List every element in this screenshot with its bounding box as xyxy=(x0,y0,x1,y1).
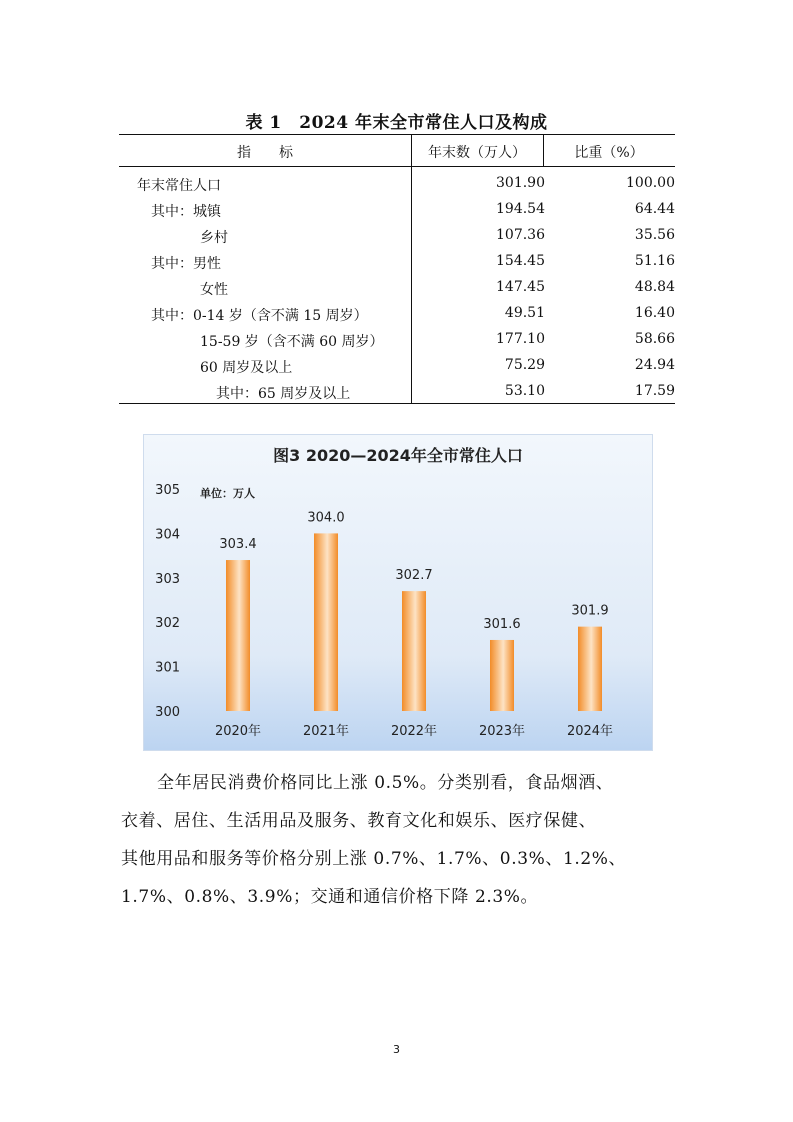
row-label: 其中：城镇 xyxy=(151,204,221,220)
row-share: 64.44 xyxy=(634,201,675,217)
row-share: 35.56 xyxy=(634,227,675,243)
header-indicator: 指 标 xyxy=(237,145,293,161)
row-label: 女性 xyxy=(200,282,228,298)
row-share: 51.16 xyxy=(634,253,675,269)
x-axis xyxy=(215,723,613,739)
y-tick-label: 304 xyxy=(155,527,180,543)
table-top-rule xyxy=(119,134,675,135)
y-axis xyxy=(155,483,180,720)
table-title: 表 1 2024 年末全市常住人口及构成 xyxy=(245,113,548,133)
row-count: 177.10 xyxy=(496,331,545,347)
row-label: 乡村 xyxy=(200,230,228,246)
table-row xyxy=(119,249,675,275)
row-share: 58.66 xyxy=(634,331,675,347)
y-tick-label: 300 xyxy=(155,705,180,720)
bar-2024年 xyxy=(578,627,602,711)
x-tick-label: 2024年 xyxy=(566,724,614,739)
y-tick-label: 302 xyxy=(155,616,180,632)
table-row xyxy=(119,379,675,405)
table-row xyxy=(119,197,675,223)
chart-unit-label: 单位：万人 xyxy=(200,487,255,500)
row-label: 年末常住人口 xyxy=(137,178,221,194)
paragraph-line: 衣着、居住、生活用品及服务、教育文化和娱乐、医疗保健、 xyxy=(121,811,597,831)
bars xyxy=(226,533,602,711)
table-row xyxy=(119,223,675,249)
row-share: 48.84 xyxy=(634,279,675,295)
chart-title: 图3 2020—2024年全市常住人口 xyxy=(273,446,523,465)
bar-2023年 xyxy=(490,640,514,711)
bar-value-label: 301.9 xyxy=(571,603,609,619)
bar-2021年 xyxy=(314,533,338,711)
y-tick-label: 301 xyxy=(155,660,180,676)
bar-value-label: 304.0 xyxy=(307,510,345,526)
table-row xyxy=(119,327,675,353)
row-count: 49.51 xyxy=(504,305,545,321)
table-row xyxy=(119,301,675,327)
x-tick-label: 2023年 xyxy=(478,724,526,739)
row-share: 17.59 xyxy=(634,383,675,399)
row-count: 75.29 xyxy=(504,357,545,373)
row-count: 107.36 xyxy=(496,227,545,243)
cpi-paragraph xyxy=(121,764,681,916)
y-tick-label: 305 xyxy=(155,483,180,498)
header-share: 比重（%） xyxy=(574,145,644,161)
paragraph-line: 全年居民消费价格同比上涨 0.5%。分类别看，食品烟酒、 xyxy=(157,773,614,793)
paragraph-line: 其他用品和服务等价格分别上涨 0.7%、1.7%、0.3%、1.2%、 xyxy=(121,849,627,869)
row-count: 53.10 xyxy=(504,383,545,399)
page-number: 3 xyxy=(393,1043,400,1056)
x-tick-label: 2021年 xyxy=(302,724,350,739)
row-count: 194.54 xyxy=(496,201,545,217)
row-label: 60 周岁及以上 xyxy=(200,360,293,376)
bar-value-label: 301.6 xyxy=(483,616,521,632)
bar-value-label: 303.4 xyxy=(219,537,257,553)
paragraph-line: 1.7%、0.8%、3.9%；交通和通信价格下降 2.3%。 xyxy=(121,887,539,907)
bar-value-label: 302.7 xyxy=(395,568,433,584)
x-tick-label: 2022年 xyxy=(390,724,438,739)
row-label: 15-59 岁（含不满 60 周岁） xyxy=(200,334,384,350)
row-label: 其中：65 周岁及以上 xyxy=(216,386,351,402)
bar-2022年 xyxy=(402,591,426,711)
chart-canvas xyxy=(144,435,652,750)
row-share: 16.40 xyxy=(634,305,675,321)
x-tick-label: 2020年 xyxy=(214,724,262,739)
y-tick-label: 303 xyxy=(155,571,180,587)
row-count: 301.90 xyxy=(496,175,545,191)
table-row xyxy=(119,353,675,379)
table-row xyxy=(119,171,675,197)
row-label: 其中：男性 xyxy=(151,256,221,272)
bar-2020年 xyxy=(226,560,250,711)
population-chart xyxy=(143,434,653,751)
row-label: 其中：0-14 岁（含不满 15 周岁） xyxy=(151,308,368,324)
table-header-rule xyxy=(119,166,675,167)
row-count: 147.45 xyxy=(496,279,545,295)
header-year-end-count: 年末数（万人） xyxy=(428,145,526,161)
row-share: 100.00 xyxy=(626,175,675,191)
row-share: 24.94 xyxy=(634,357,675,373)
row-count: 154.45 xyxy=(496,253,545,269)
table-row xyxy=(119,275,675,301)
